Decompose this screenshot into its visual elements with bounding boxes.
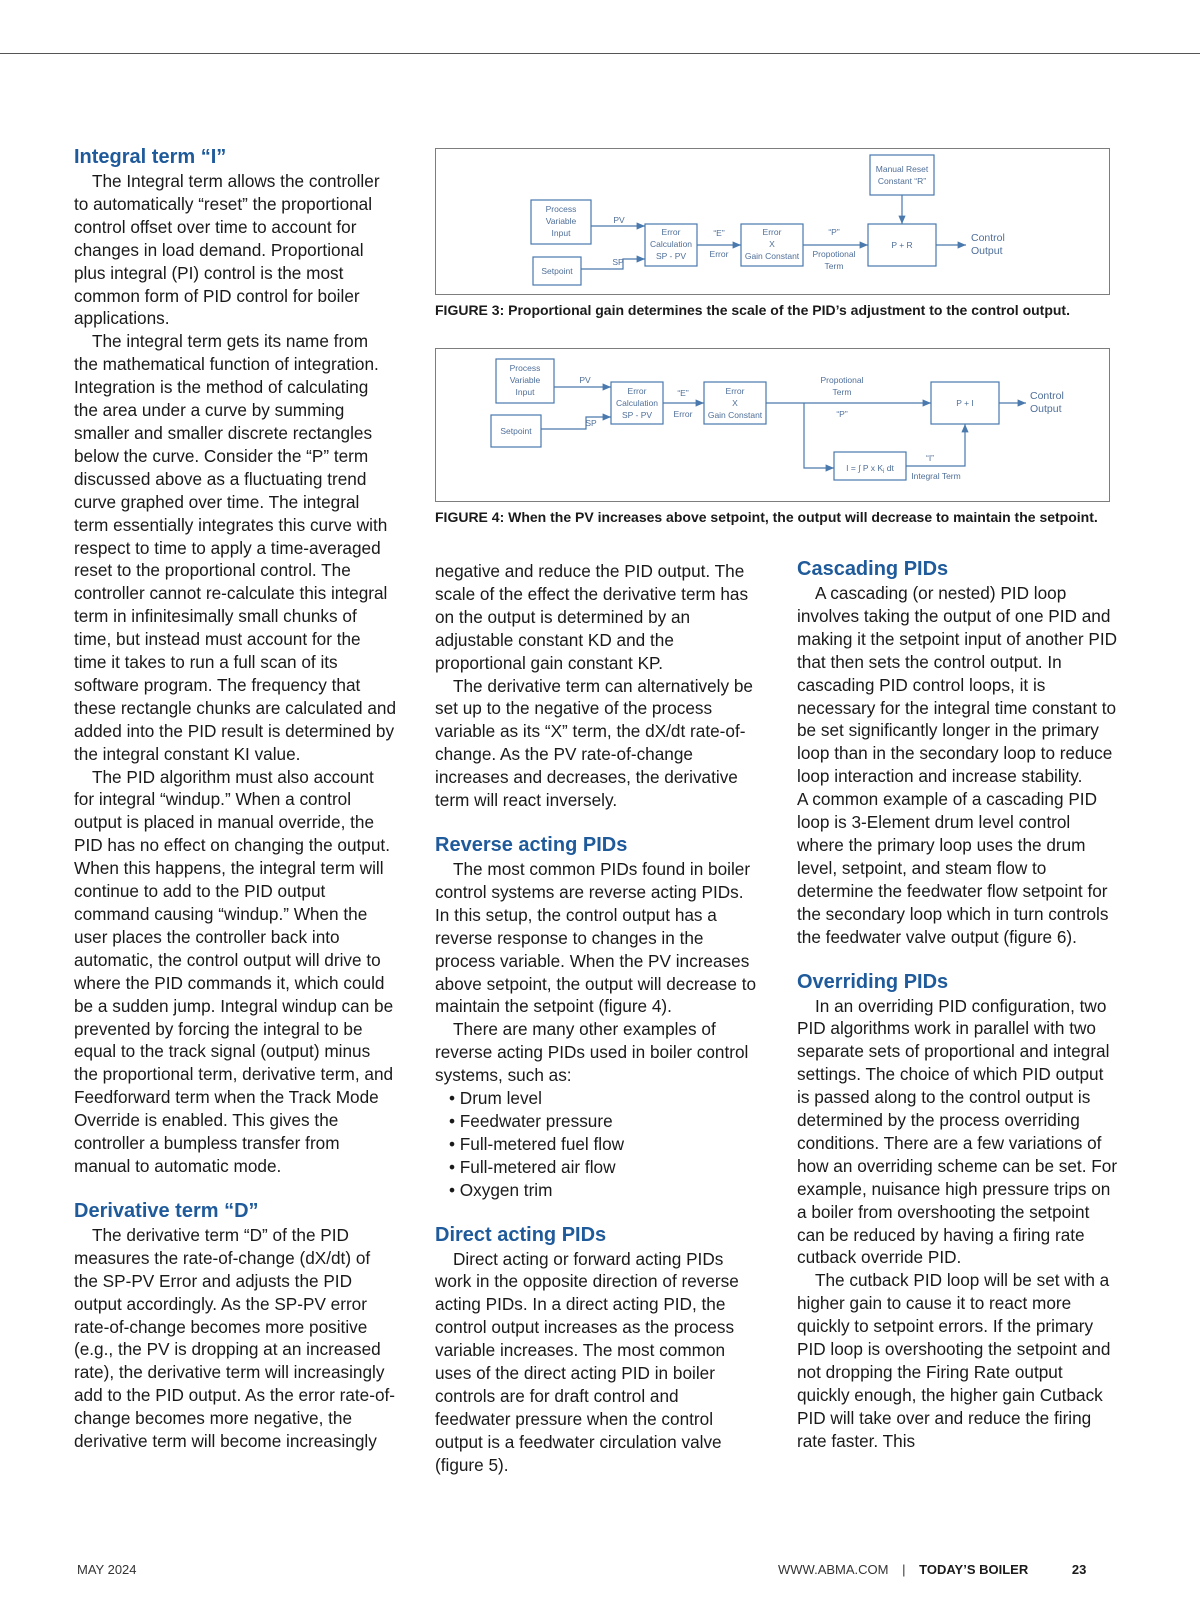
figure-4-diagram bbox=[435, 348, 1110, 502]
fig4-sp-line bbox=[541, 417, 611, 429]
overriding-heading: Overriding PIDs bbox=[797, 970, 949, 993]
reverse-paragraph-1: The most common PIDs found in boiler control systems are reverse acting PIDs. In this setup, the control output has a reverse response to changes in the process variable. When the PV increases above setpoint, the output will decrease to maintain the setpoint (figure 4). bbox=[435, 858, 757, 1017]
fig4-branch-line bbox=[804, 403, 834, 468]
fig3-pv-box-l1: Process bbox=[545, 204, 577, 214]
cascading-paragraph-2: A common example of a cascading PID loop is 3-Element drum level control where the primary loop uses the drum level, setpoint, and steam flow to determine the feedwater flow setpoint for the secondary loop which in turn controls the feedwater valve output (figure 6). bbox=[797, 789, 1109, 947]
fig4-output-l2: Output bbox=[1030, 403, 1062, 415]
fig4-gain-l3: Gain Constant bbox=[707, 410, 763, 420]
fig4-integral-term: Integral Term bbox=[911, 471, 961, 481]
overriding-paragraph-1: In an overriding PID configuration, two PID algorithms work in parallel with two separate sets of proportional and integral settings. The choice of which PID output is passed along to the control output is determined by the process overriding conditions. There are a few variations of how an overriding scheme can be set. For example, nuisance high pressure trips on a boiler from overshooting the setpoint can be reduced by having a firing rate cutback override PID. bbox=[797, 995, 1118, 1268]
cascading-heading: Cascading PIDs bbox=[797, 558, 949, 580]
fig3-error-label: Error bbox=[709, 249, 729, 259]
footer-date: MAY 2024 bbox=[77, 1562, 137, 1577]
integral-heading: Integral term “I” bbox=[74, 146, 227, 168]
fig3-prop-l1: Propotional bbox=[812, 249, 856, 259]
fig3-pv-label: PV bbox=[613, 215, 625, 225]
footer-separator: | bbox=[902, 1562, 906, 1577]
column-1 bbox=[74, 144, 396, 1453]
fig3-prop-l2: Term bbox=[824, 261, 844, 271]
derivative-paragraph-2: The derivative term can alternatively be set up to the negative of the process variable as its “X” term, the dX/dt rate-of-change. As the PV rate-of-change increases and decreases, the derivative term will react inversely. bbox=[435, 675, 753, 811]
fig3-p-label: “P” bbox=[828, 227, 840, 237]
fig3-e-label: “E” bbox=[713, 228, 725, 238]
fig4-pv-box-l3: Input bbox=[515, 387, 535, 397]
fig4-e-label: “E” bbox=[677, 388, 689, 398]
fig4-errcalc-l3: SP - PV bbox=[621, 410, 653, 420]
reverse-paragraph-2: There are many other examples of reverse acting PIDs used in boiler control systems, such as: bbox=[435, 1019, 749, 1086]
derivative-continued-paragraph: negative and reduce the PID output. The scale of the effect the derivative term has on the output is determined by an adjustable constant KD and the proportional gain constant KP. bbox=[435, 561, 749, 673]
fig3-sum-label: P + R bbox=[891, 240, 913, 250]
fig4-setpoint-label: Setpoint bbox=[500, 426, 532, 436]
reverse-acting-heading: Reverse acting PIDs bbox=[435, 833, 628, 856]
fig4-errcalc-l2: Calculation bbox=[615, 398, 659, 408]
column-3 bbox=[797, 556, 1119, 1453]
page-number: 23 bbox=[1071, 1562, 1087, 1577]
fig3-errcalc-l1: Error bbox=[661, 227, 681, 237]
list-item: • Feedwater pressure bbox=[449, 1110, 757, 1133]
fig3-output-l1: Control bbox=[971, 232, 1005, 244]
overriding-paragraph-2: The cutback PID loop will be set with a higher gain to cause it to react more quickly to setpoint errors. If the primary PID loop is overshooting the setpoint and not dropping the Firing Rate output quickly enough, the higher gain Cutback PID will take over and reduce the firing rate faster. This bbox=[797, 1270, 1111, 1451]
reverse-examples-list bbox=[435, 1087, 757, 1202]
footer-right bbox=[778, 1562, 1128, 1577]
fig4-prop-l2: Term bbox=[832, 387, 852, 397]
list-item: • Oxygen trim bbox=[449, 1179, 757, 1202]
fig4-output-l1: Control bbox=[1030, 390, 1064, 402]
fig3-output-l2: Output bbox=[971, 245, 1003, 257]
list-item: • Full-metered fuel flow bbox=[449, 1133, 757, 1156]
fig4-pv-box-l2: Variable bbox=[509, 375, 541, 385]
figure-3-diagram bbox=[435, 148, 1110, 295]
fig4-sum-label: P + I bbox=[956, 398, 974, 408]
fig3-setpoint-label: Setpoint bbox=[541, 266, 573, 276]
fig4-gain-l2: X bbox=[732, 398, 738, 408]
fig4-errcalc-l1: Error bbox=[627, 386, 647, 396]
fig3-sp-label: SP bbox=[612, 257, 624, 267]
fig4-i-label: “I” bbox=[925, 453, 935, 463]
direct-acting-heading: Direct acting PIDs bbox=[435, 1223, 607, 1246]
fig4-p-label: “P” bbox=[836, 409, 848, 419]
fig3-pv-box-l3: Input bbox=[551, 228, 571, 238]
list-item: • Full-metered air flow bbox=[449, 1156, 757, 1179]
fig4-pv-box-l1: Process bbox=[509, 363, 541, 373]
column-2 bbox=[435, 560, 757, 1477]
fig4-integral-main: I = ∫ P x K bbox=[846, 463, 884, 473]
fig3-errcalc-l3: SP - PV bbox=[655, 251, 687, 261]
derivative-paragraph-1: The derivative term “D” of the PID measures the rate-of-change (dX/dt) of the SP-PV Error and adjusts the PID output accordingly. As the SP-PV error rate-of-change becomes more positive (e.g., the PV is dropping at an increased rate), the derivative term will increasingly add to the PID output. As the error rate-of-change becomes more negative, the derivative term will become increasingly bbox=[74, 1224, 396, 1452]
direct-paragraph-1: Direct acting or forward acting PIDs work in the opposite direction of reverse acting PIDs. In a direct acting PID, the control output increases as the process variable increases. The most common uses of the direct acting PID in boiler controls are for draft control and feedwater pressure when the control output is a feedwater circulation valve (figure 5). bbox=[435, 1248, 739, 1475]
fig4-i-line bbox=[906, 424, 965, 466]
fig3-reset-l2: Constant “R” bbox=[877, 176, 927, 186]
fig4-error-label: Error bbox=[673, 409, 693, 419]
derivative-heading: Derivative term “D” bbox=[74, 1199, 259, 1222]
fig4-gain-l1: Error bbox=[725, 386, 745, 396]
integral-paragraph-2: The integral term gets its name from the mathematical function of integration. Integration is the method of calculating the area under a curve by summing smaller and smaller discrete rectangles below the curve. Consider the “P” term discussed above as a fluctuating trend curve graphed over time. The integral term essentially integrates this curve with respect to time to apply a time-averaged reset to the proportional control. The controller cannot re-calculate this integral term in infinitesimally small chunks of time, but instead must account for the time it takes to run a full scan of its software program. The frequency that these rectangle chunks are calculated and added into the PID result is determined by the integral constant KI value. bbox=[74, 331, 396, 764]
footer-magazine: TODAY’S BOILER bbox=[919, 1562, 1029, 1577]
fig4-pv-label: PV bbox=[579, 375, 591, 385]
fig3-errcalc-l2: Calculation bbox=[649, 239, 693, 249]
integral-paragraph-3: The PID algorithm must also account for integral “windup.” When a control output is placed in manual override, the PID has no effect on changing the output. When this happens, the integral term will continue to add to the PID output command causing “windup.” When the user places the controller back into automatic, the control output will drive to where the PID commands it, which could be a sudden jump. Integral windup can be prevented by forcing the integral to be equal to the track signal (output) minus the proportional term, derivative term, and Feedforward term when the Track Mode Override is enabled. This gives the controller a bumpless transfer from manual to automatic mode. bbox=[74, 766, 394, 1176]
fig3-pv-box-l2: Variable bbox=[545, 216, 577, 226]
fig4-integral-dt: dt bbox=[884, 463, 894, 473]
cascading-paragraph-1: A cascading (or nested) PID loop involves taking the output of one PID and making it the setpoint input of another PID that then sets the control output. In cascading PID control loops, it is necessary for the integral time constant to be set significantly longer in the primary loop than in the secondary loop to reduce loop interaction and increase stability. bbox=[797, 583, 1118, 787]
integral-paragraph-1: The Integral term allows the controller to automatically “reset” the proportional control offset over time to account for changes in load demand. Proportional plus integral (PI) control is the most common form of PID control for boiler applications. bbox=[74, 171, 380, 329]
fig4-prop-l1: Propotional bbox=[820, 375, 864, 385]
fig4-sp-label: SP bbox=[585, 418, 597, 428]
fig3-reset-l1: Manual Reset bbox=[875, 164, 929, 174]
figure-3-caption: FIGURE 3: Proportional gain determines the scale of the PID’s adjustment to the control output. bbox=[435, 302, 1070, 318]
top-rule bbox=[0, 53, 1200, 54]
fig3-reset-box bbox=[870, 155, 934, 195]
fig3-gain-l1: Error bbox=[762, 227, 782, 237]
list-item: • Drum level bbox=[449, 1087, 757, 1110]
fig4-integral-sub: i bbox=[883, 469, 885, 475]
figure-4-caption: FIGURE 4: When the PV increases above setpoint, the output will decrease to maintain the setpoint. bbox=[435, 509, 1098, 525]
fig3-gain-l3: Gain Constant bbox=[744, 251, 800, 261]
footer-url: WWW.ABMA.COM bbox=[778, 1562, 889, 1577]
fig3-gain-l2: X bbox=[769, 239, 775, 249]
